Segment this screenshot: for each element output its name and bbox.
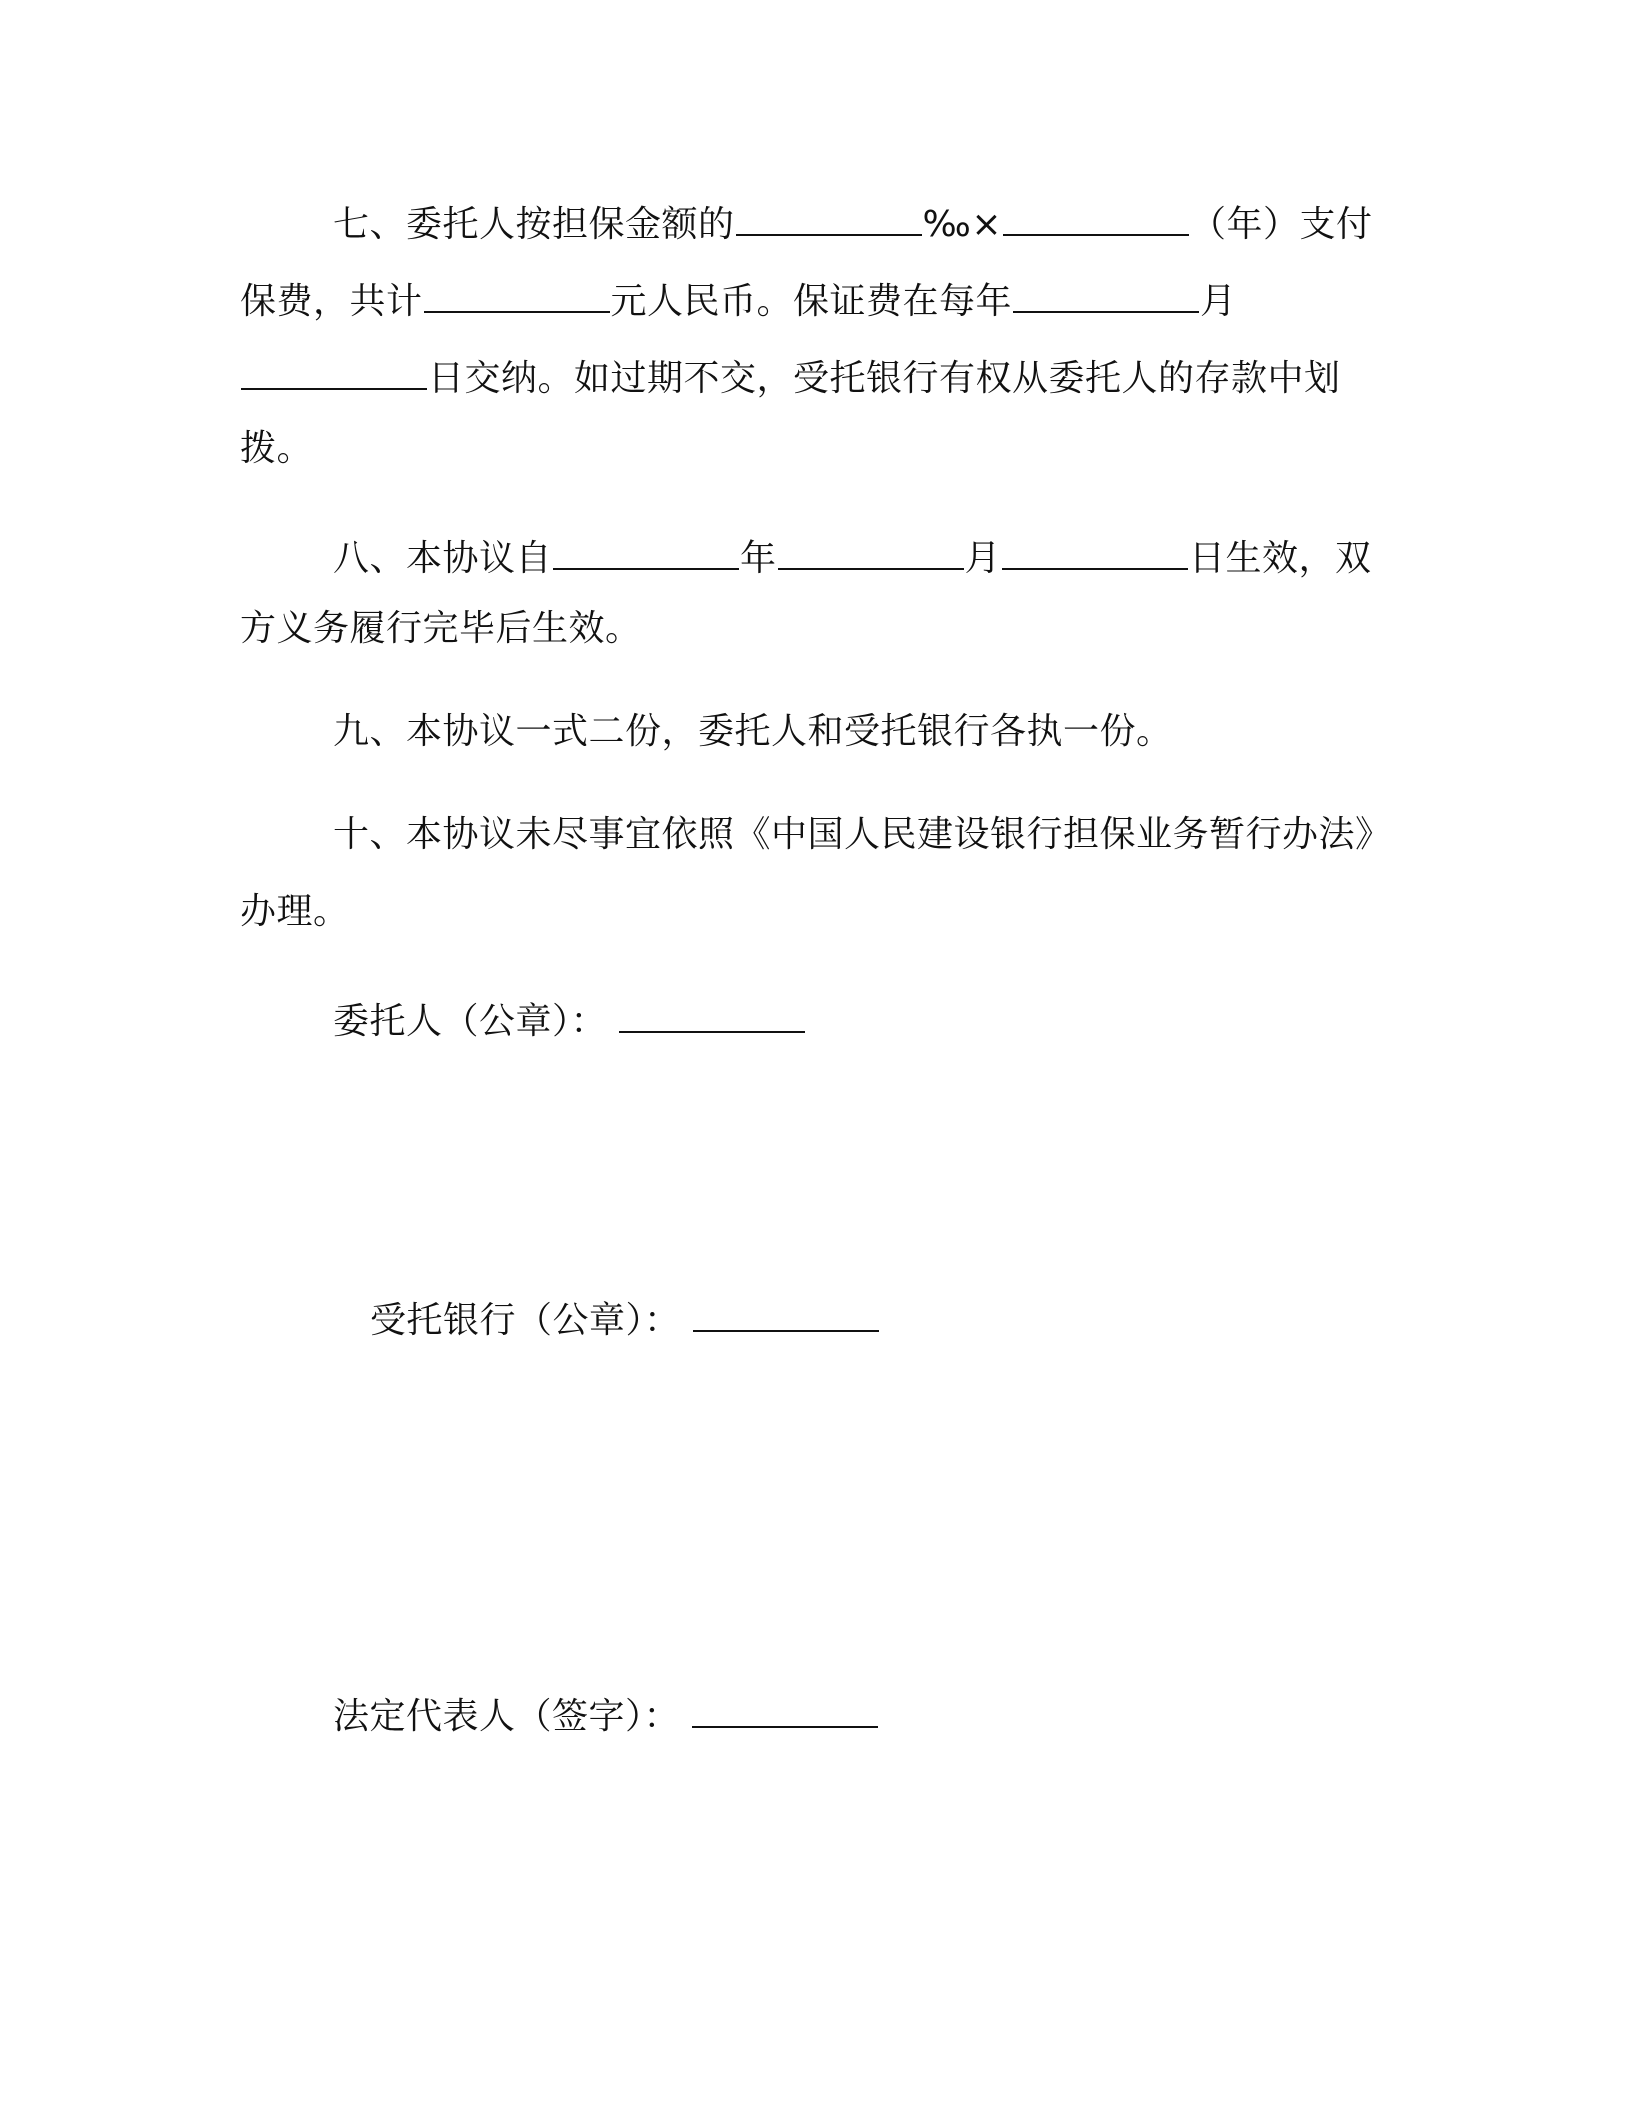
clause-8-line-2 xyxy=(240,605,642,653)
blank-pay-day[interactable] xyxy=(241,348,427,390)
legal-rep-blank[interactable] xyxy=(692,1686,878,1728)
clause-7-text-6: 月 xyxy=(1200,281,1237,322)
blank-rate[interactable] xyxy=(736,194,922,236)
clause-7-text-3: （年）支付 xyxy=(1189,204,1373,245)
clause-10-line-2 xyxy=(240,888,350,936)
clause-8-text-4: 日生效，双 xyxy=(1189,538,1372,579)
clause-8-text-2: 年 xyxy=(740,538,777,579)
clause-10-line-1 xyxy=(333,811,1392,859)
principal-seal-line xyxy=(333,991,806,1046)
blank-effective-month[interactable] xyxy=(778,528,964,570)
bank-seal-blank[interactable] xyxy=(693,1290,879,1332)
clause-10-text-2: 办理。 xyxy=(240,891,350,932)
clause-8-text-3: 月 xyxy=(964,538,1002,579)
clause-7-line-1 xyxy=(333,194,1373,249)
clause-7-line-4 xyxy=(240,425,313,473)
clause-9-text: 九、本协议一式二份，委托人和受托银行各执一份。 xyxy=(333,711,1173,752)
principal-seal-blank[interactable] xyxy=(619,991,805,1033)
clause-7-text-4: 保费，共计 xyxy=(240,281,423,322)
clause-7-text-5: 元人民币。保证费在每年 xyxy=(610,281,1013,322)
clause-7-text-1: 七、委托人按担保金额的 xyxy=(333,204,735,245)
blank-effective-day[interactable] xyxy=(1002,528,1188,570)
clause-7-text-8: 拨。 xyxy=(240,428,314,469)
blank-total-amount[interactable] xyxy=(424,271,610,313)
clause-7-text-2: ‰× xyxy=(922,204,1002,245)
bank-seal-line xyxy=(370,1290,880,1345)
clause-8-text-1: 八、本协议自 xyxy=(333,538,553,579)
clause-7-text-7: 日交纳。如过期不交，受托银行有权从委托人的存款中划 xyxy=(428,358,1341,399)
clause-7-line-3 xyxy=(240,348,1341,403)
clause-7-line-2 xyxy=(240,271,1237,326)
blank-years[interactable] xyxy=(1003,194,1189,236)
clause-10-text-1: 十、本协议未尽事宜依照《中国人民建设银行担保业务暂行办法》 xyxy=(333,814,1392,855)
clause-9-line-1 xyxy=(333,708,1173,756)
blank-pay-month[interactable] xyxy=(1013,271,1199,313)
principal-seal-label: 委托人（公章）： xyxy=(333,1001,608,1042)
legal-rep-line xyxy=(333,1686,879,1741)
bank-seal-label: 受托银行（公章）： xyxy=(370,1300,681,1341)
clause-8-line-1 xyxy=(333,528,1372,583)
blank-effective-year[interactable] xyxy=(553,528,739,570)
clause-8-text-5: 方义务履行完毕后生效。 xyxy=(240,608,642,649)
legal-rep-label: 法定代表人（签字）： xyxy=(333,1696,681,1737)
